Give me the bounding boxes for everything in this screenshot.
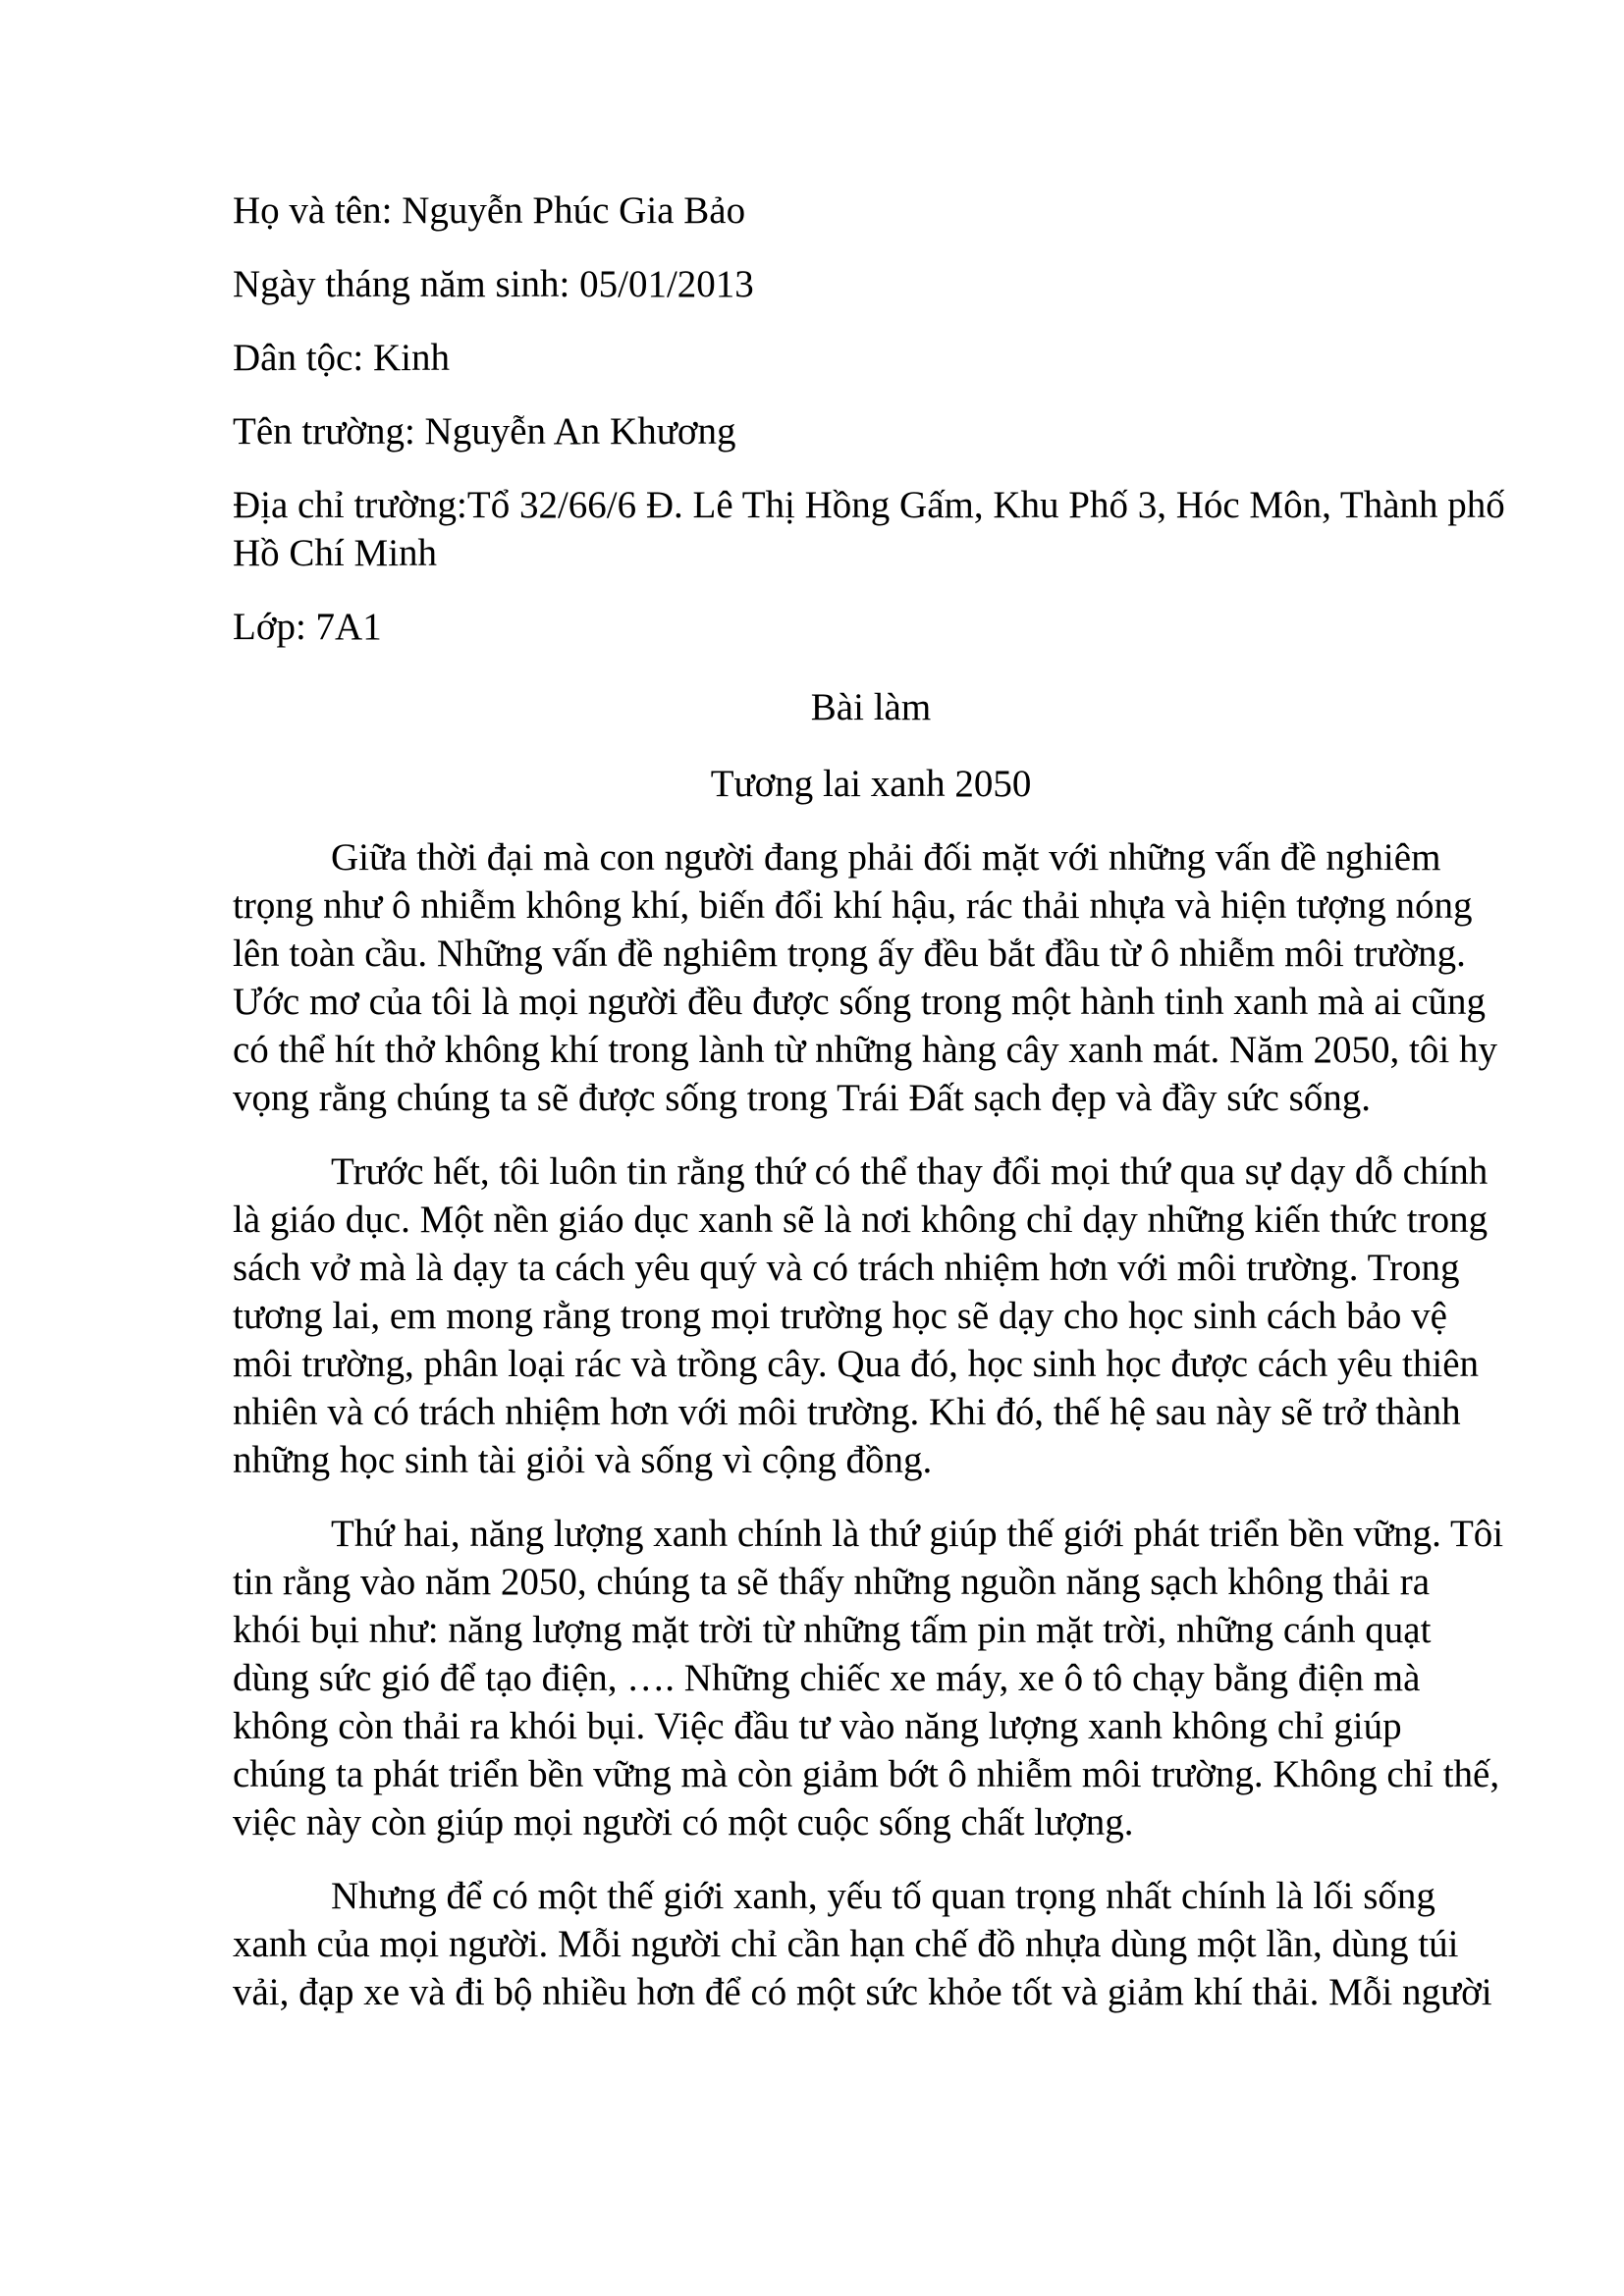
student-name-line: Họ và tên: Nguyễn Phúc Gia Bảo	[233, 189, 746, 232]
essay-paragraph-1: Giữa thời đại mà con người đang phải đối mặt với những vấn đề nghiêm trọng như ô nhiễm không khí, biến đổi khí hậu, rác thải nhựa và hiện tượng nóng lên toàn cầu. Những vấn đề nghiêm trọng ấy đều bắt đầu từ ô nhiễm môi trường. Ước mơ của tôi là mọi người đều được sống trong một hành tinh xanh mà ai cũng có thể hít thở không khí trong lành từ những hàng cây xanh mát. Năm 2050, tôi hy vọng rằng chúng ta sẽ được sống trong Trái Đất sạch đẹp và đầy sức sống.	[233, 836, 1497, 1119]
school-name-line: Tên trường: Nguyễn An Khương	[233, 410, 736, 453]
essay-paragraph-2: Trước hết, tôi luôn tin rằng thứ có thể thay đổi mọi thứ qua sự dạy dỗ chính là giáo dục. Một nền giáo dục xanh sẽ là nơi không chỉ dạy những kiến thức trong sách vở mà là dạy ta cách yêu quý và có trách nhiệm hơn với môi trường. Trong tương lai, em mong rằng trong mọi trường học sẽ dạy cho học sinh cách bảo vệ môi trường, phân loại rác và trồng cây. Qua đó, học sinh học được cách yêu thiên nhiên và có trách nhiệm hơn với môi trường. Khi đó, thế hệ sau này sẽ trở thành những học sinh tài giỏi và sống vì cộng đồng.	[233, 1150, 1489, 1481]
school-address-line: Địa chỉ trường:Tổ 32/66/6 Đ. Lê Thị Hồng Gấm, Khu Phố 3, Hóc Môn, Thành phố Hồ Chí Minh	[233, 484, 1505, 574]
ethnicity-line: Dân tộc: Kinh	[233, 337, 450, 379]
essay-title: Tương lai xanh 2050	[710, 763, 1032, 805]
essay-paragraph-4: Nhưng để có một thế giới xanh, yếu tố quan trọng nhất chính là lối sống xanh của mọi người. Mỗi người chỉ cần hạn chế đồ nhựa dùng một lần, dùng túi vải, đạp xe và đi bộ nhiều hơn để có một sức khỏe tốt và giảm khí thải. Mỗi người	[233, 1875, 1492, 2013]
date-of-birth-line: Ngày tháng năm sinh: 05/01/2013	[233, 263, 754, 305]
essay-heading: Bài làm	[810, 686, 932, 728]
document-page	[233, 187, 1509, 2042]
essay-paragraph-3: Thứ hai, năng lượng xanh chính là thứ giúp thế giới phát triển bền vững. Tôi tin rằng vào năm 2050, chúng ta sẽ thấy những nguồn năng sạch không thải ra khói bụi như: năng lượng mặt trời từ những tấm pin mặt trời, những cánh quạt dùng sức gió để tạo điện, …. Những chiếc xe máy, xe ô tô chạy bằng điện mà không còn thải ra khói bụi. Việc đầu tư vào năng lượng xanh không chỉ giúp chúng ta phát triển bền vững mà còn giảm bớt ô nhiễm môi trường. Không chỉ thế, việc này còn giúp mọi người có một cuộc sống chất lượng.	[233, 1513, 1504, 1843]
class-line: Lớp: 7A1	[233, 606, 382, 648]
